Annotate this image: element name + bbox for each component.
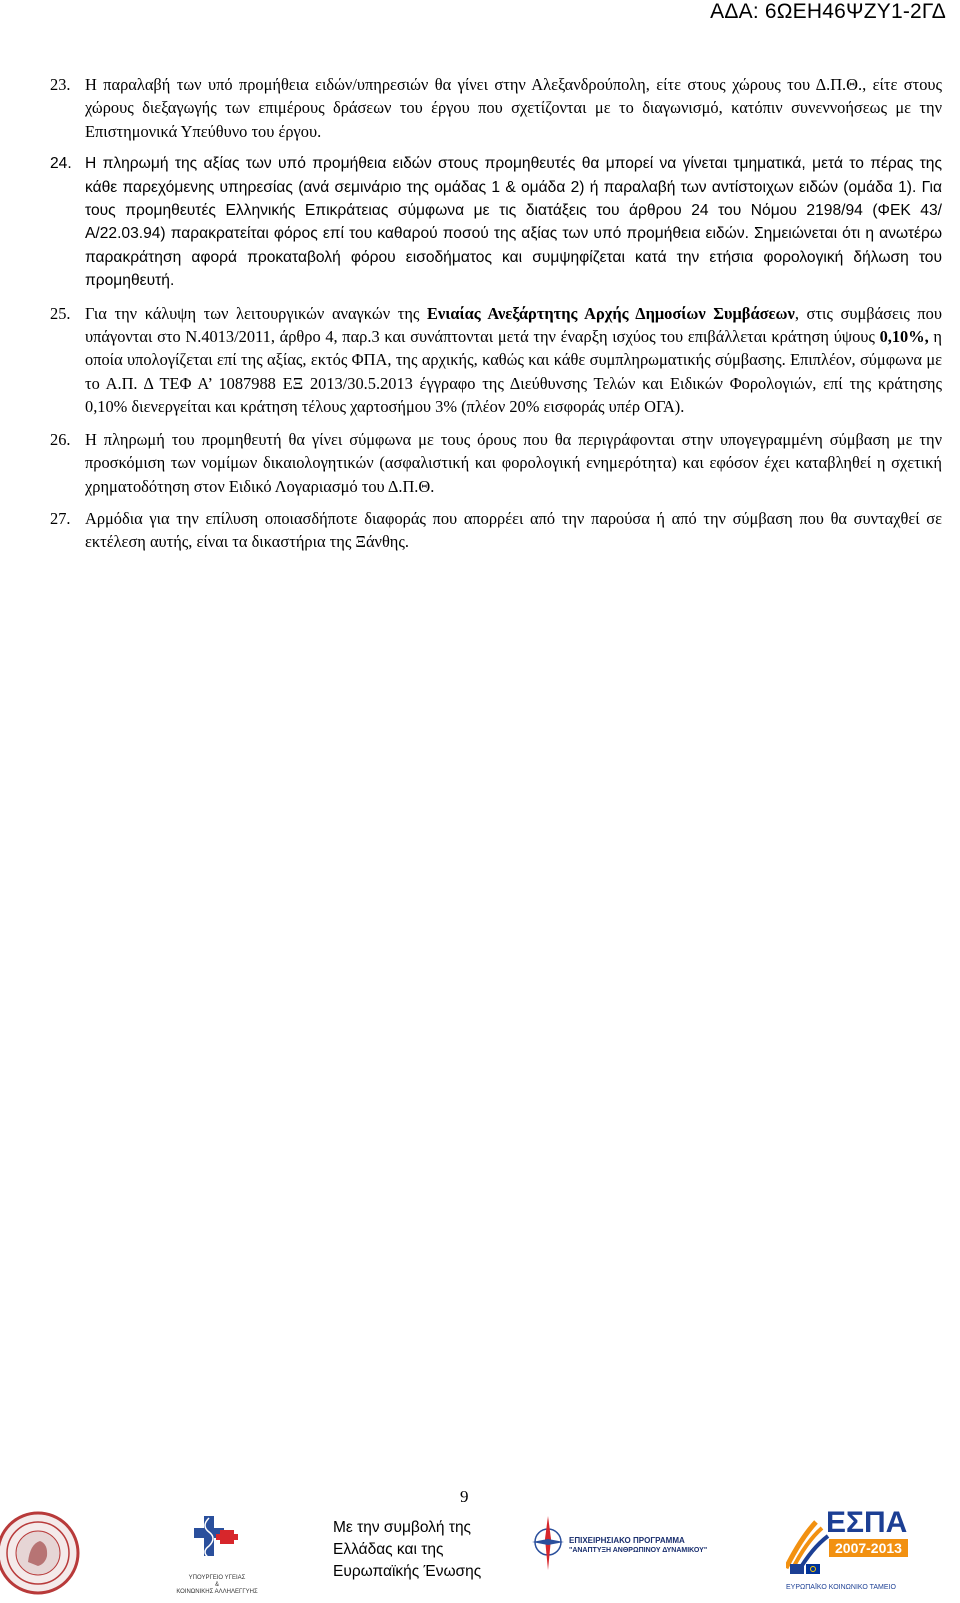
espa-years: 2007-2013 xyxy=(829,1539,908,1557)
university-seal-logo xyxy=(0,1508,82,1603)
clause-27 xyxy=(50,507,942,554)
clause-number: 25. xyxy=(50,303,71,323)
clause-24 xyxy=(50,152,942,292)
document-body xyxy=(50,73,942,563)
ada-code: ΑΔΑ: 6ΩΕΗ46ΨΖΥ1-2ΓΔ xyxy=(710,0,946,23)
clause-number: 26. xyxy=(50,429,71,449)
clause-number: 24. xyxy=(50,155,72,173)
clause-text: Η παραλαβή των υπό προμήθεια ειδών/υπηρεσιών θα γίνει στην Αλεξανδρούπολη, είτε στους χώρους του Δ.Π.Θ., είτε στους χώρους διεξαγωγής των επιμέρους δράσεων του έργου που σχετίζονται με το διαγωνισμό, κατόπιν συνεννοήσεως με την Επιστημονικά Υπεύθυνο του έργου. xyxy=(85,75,942,141)
operational-program-caption: ΕΠΙΧΕΙΡΗΣΙΑΚΟ ΠΡΟΓΡΑΜΜΑ "ΑΝΑΠΤΥΞΗ ΑΝΘΡΩΠΙΝΟΥ ΔΥΝΑΜΙΚΟΥ" xyxy=(569,1536,708,1554)
page-number: 9 xyxy=(460,1487,469,1506)
clause-26 xyxy=(50,428,942,498)
ministry-caption: ΥΠΟΥΡΓΕΙΟ ΥΓΕΙΑΣ & ΚΟΙΝΩΝΙΚΗΣ ΑΛΛΗΛΕΓΓΥΗΣ xyxy=(176,1575,258,1595)
clause-text: Η πληρωμή του προμηθευτή θα γίνει σύμφωνα με τους όρους που θα περιγράφονται στην υπογεγραμμένη σύμβαση με την προσκόμιση των νομίμων δικαιολογητικών (ασφαλιστική και φορολογική ενημερότητα) και εφόσον έχει καταβληθεί η σχετική χρηματοδότηση στον Ειδικό Λογαριασμό του Δ.Π.Θ. xyxy=(85,429,942,496)
espa-title: ΕΣΠΑ xyxy=(826,1506,908,1539)
clause-text: Για την κάλυψη των λειτουργικών αναγκών της xyxy=(85,303,427,323)
authority-name: Ενιαίας Ανεξάρτητης Αρχής Δημοσίων Συμβάσεων xyxy=(427,303,795,323)
clause-23 xyxy=(50,73,942,143)
clause-number: 27. xyxy=(50,508,71,528)
clause-text: Αρμόδια για την επίλυση οποιασδήποτε διαφοράς που απορρέει από την παρούσα ή από την σύμβαση που θα συνταχθεί σε εκτέλεση αυτής, είναι τα δικαστήρια της Ξάνθης. xyxy=(85,508,942,552)
support-text: Με την συμβολή της Ελλάδας και της Ευρωπαϊκής Ένωσης xyxy=(333,1519,482,1580)
ministry-logo xyxy=(168,1510,266,1596)
clause-text: Η πληρωμή της αξίας των υπό προμήθεια ειδών στους προμηθευτές θα μπορεί να γίνεται τμηματικά, μετά το πέρας της κάθε παρεχόμενης υπηρεσίας (ανά σεμινάριο της ομάδας 1 & ομάδα 2) ή παραλαβή των αντίστοιχων ειδών (ομάδα 1). Για τους προμηθευτές Ελληνικής Επικράτειας σύμφωνα με τις διατάξεις του άρθρου 24 του Νόμου 2198/94 (ΦΕΚ 43/Α/22.03.94) παρακρατείται φόρος επί του καθαρού ποσού της αξίας των υπό προμήθεια ειδών. Σημειώνεται ότι η ανωτέρω παρακράτηση αφορά προκαταβολή φόρου εισοδήματος και συμψηφίζεται κατά την ετήσια φορολογική δήλωση του προμηθευτή. xyxy=(85,155,942,290)
deduction-rate: 0,10%, xyxy=(879,327,929,347)
operational-program-logo xyxy=(528,1512,568,1579)
clause-25 xyxy=(50,302,942,419)
clause-number: 23. xyxy=(50,75,71,94)
clause-text: η οποία υπολογίζεται επί της αξίας, εκτός ΦΠΑ, της αρχικής, καθώς και κάθε συμπληρωματικής σύμβασης. Επιπλέον, σύμφωνα με το Α.Π. Δ ΤΕΦ Α’ 1087988 ΕΞ 2013/30.5.2013 έγγραφο της Διεύθυνσης Τελών και Ειδικών Φορολογιών, επί της κράτησης 0,10% διενεργείται και κράτηση τέλους χαρτοσήμου 3% (πλέον 20% εισφοράς υπέρ ΟΓΑ). xyxy=(85,327,942,417)
espa-caption: ΕΥΡΩΠΑΪΚΟ ΚΟΙΝΩΝΙΚΟ ΤΑΜΕΙΟ xyxy=(786,1584,896,1591)
clause-text: , στις συμβάσεις που υπάγονται στο Ν.4013/2011, άρθρο 4, παρ.3 και συνάπτονται μετά την έναρξη ισχύος του επιβάλλεται κράτηση ύψους xyxy=(85,303,942,347)
